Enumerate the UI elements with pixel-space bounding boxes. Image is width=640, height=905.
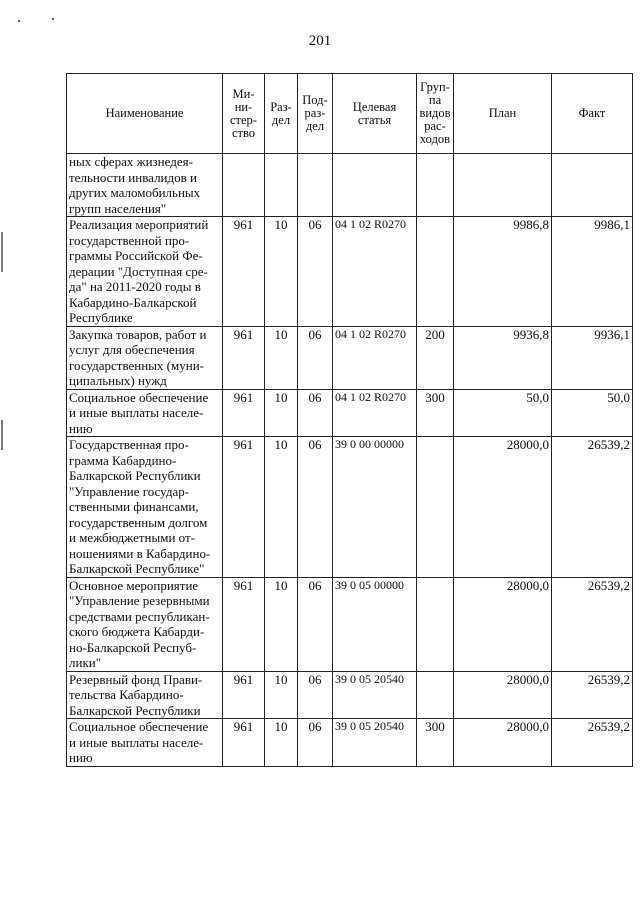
table-header-row [67, 74, 633, 154]
table-row [67, 719, 633, 767]
cell-plan: 28000,0 [454, 437, 552, 578]
header-ministry: Ми- ни- стер- ство [223, 74, 265, 154]
cell-name: Социальное обеспечение и иные выплаты населе- нию [67, 719, 223, 767]
cell-subsection: 06 [298, 389, 333, 437]
scan-edge-mark [1, 420, 3, 450]
cell-section: 10 [265, 217, 298, 327]
cell-subsection: 06 [298, 719, 333, 767]
header-fact: Факт [552, 74, 633, 154]
cell-ministry: 961 [223, 217, 265, 327]
cell-target: 04 1 02 R0270 [333, 389, 417, 437]
table-row [67, 389, 633, 437]
cell-subsection: 06 [298, 577, 333, 671]
scan-speck [18, 20, 20, 22]
cell-plan: 9936,8 [454, 326, 552, 389]
cell-target: 04 1 02 R0270 [333, 217, 417, 327]
cell-section: 10 [265, 671, 298, 719]
cell-subsection: 06 [298, 326, 333, 389]
header-expense-group: Груп- па видов рас- ходов [417, 74, 454, 154]
cell-target: 04 1 02 R0270 [333, 326, 417, 389]
cell-name: Государственная про- грамма Кабардино- Балкарской Республики "Управление государ- ственными финансами, государственным долгом и межбюджетными от- ношениями в Кабардино- Балкарской Республике" [67, 437, 223, 578]
cell-ministry: 961 [223, 577, 265, 671]
scan-speck [52, 18, 54, 20]
cell-name: Основное мероприятие "Управление резервными средствами республикан- ского бюджета Кабарди- но-Балкарской Респуб- лики" [67, 577, 223, 671]
cell-plan: 28000,0 [454, 577, 552, 671]
scan-edge-mark [1, 232, 3, 272]
cell-target: 39 0 05 20540 [333, 719, 417, 767]
cell-expense-group [417, 437, 454, 578]
cell-section: 10 [265, 577, 298, 671]
cell-ministry: 961 [223, 389, 265, 437]
cell-expense-group [417, 154, 454, 217]
table-row [67, 217, 633, 327]
header-name: Наименование [67, 74, 223, 154]
cell-expense-group [417, 577, 454, 671]
header-target: Целевая статья [333, 74, 417, 154]
cell-plan: 50,0 [454, 389, 552, 437]
cell-target: 39 0 05 20540 [333, 671, 417, 719]
cell-fact: 50,0 [552, 389, 633, 437]
cell-name: Резервный фонд Прави- тельства Кабардино- Балкарской Республики [67, 671, 223, 719]
header-section: Раз- дел [265, 74, 298, 154]
table-row [67, 437, 633, 578]
cell-fact: 9986,1 [552, 217, 633, 327]
cell-ministry: 961 [223, 671, 265, 719]
cell-section [265, 154, 298, 217]
table-row [67, 577, 633, 671]
cell-section: 10 [265, 326, 298, 389]
cell-fact: 26539,2 [552, 437, 633, 578]
cell-name: ных сферах жизнедея- тельности инвалидов и других маломобильных групп населения" [67, 154, 223, 217]
cell-expense-group: 300 [417, 719, 454, 767]
cell-section: 10 [265, 389, 298, 437]
cell-plan: 9986,8 [454, 217, 552, 327]
cell-name: Социальное обеспечение и иные выплаты населе- нию [67, 389, 223, 437]
cell-fact: 26539,2 [552, 577, 633, 671]
header-plan: План [454, 74, 552, 154]
table-row [67, 671, 633, 719]
cell-section: 10 [265, 437, 298, 578]
cell-plan [454, 154, 552, 217]
cell-fact: 26539,2 [552, 719, 633, 767]
cell-expense-group [417, 671, 454, 719]
cell-name: Реализация мероприятий государственной про- граммы Российской Фе- дерации "Доступная сре- да" на 2011-2020 годы в Кабардино-Балкарской Республике [67, 217, 223, 327]
cell-fact: 26539,2 [552, 671, 633, 719]
cell-target: 39 0 05 00000 [333, 577, 417, 671]
page-number: 201 [308, 33, 332, 49]
cell-target: 39 0 00 00000 [333, 437, 417, 578]
cell-plan: 28000,0 [454, 719, 552, 767]
budget-table [66, 73, 633, 767]
table-row [67, 326, 633, 389]
cell-subsection: 06 [298, 217, 333, 327]
cell-name: Закупка товаров, работ и услуг для обеспечения государственных (муни- ципальных) нужд [67, 326, 223, 389]
cell-fact [552, 154, 633, 217]
cell-fact: 9936,1 [552, 326, 633, 389]
cell-subsection: 06 [298, 437, 333, 578]
cell-expense-group [417, 217, 454, 327]
cell-ministry [223, 154, 265, 217]
cell-expense-group: 300 [417, 389, 454, 437]
table-row [67, 154, 633, 217]
cell-ministry: 961 [223, 326, 265, 389]
cell-plan: 28000,0 [454, 671, 552, 719]
header-subsection: Под- раз- дел [298, 74, 333, 154]
cell-ministry: 961 [223, 437, 265, 578]
cell-subsection [298, 154, 333, 217]
cell-section: 10 [265, 719, 298, 767]
cell-target [333, 154, 417, 217]
cell-expense-group: 200 [417, 326, 454, 389]
cell-ministry: 961 [223, 719, 265, 767]
cell-subsection: 06 [298, 671, 333, 719]
